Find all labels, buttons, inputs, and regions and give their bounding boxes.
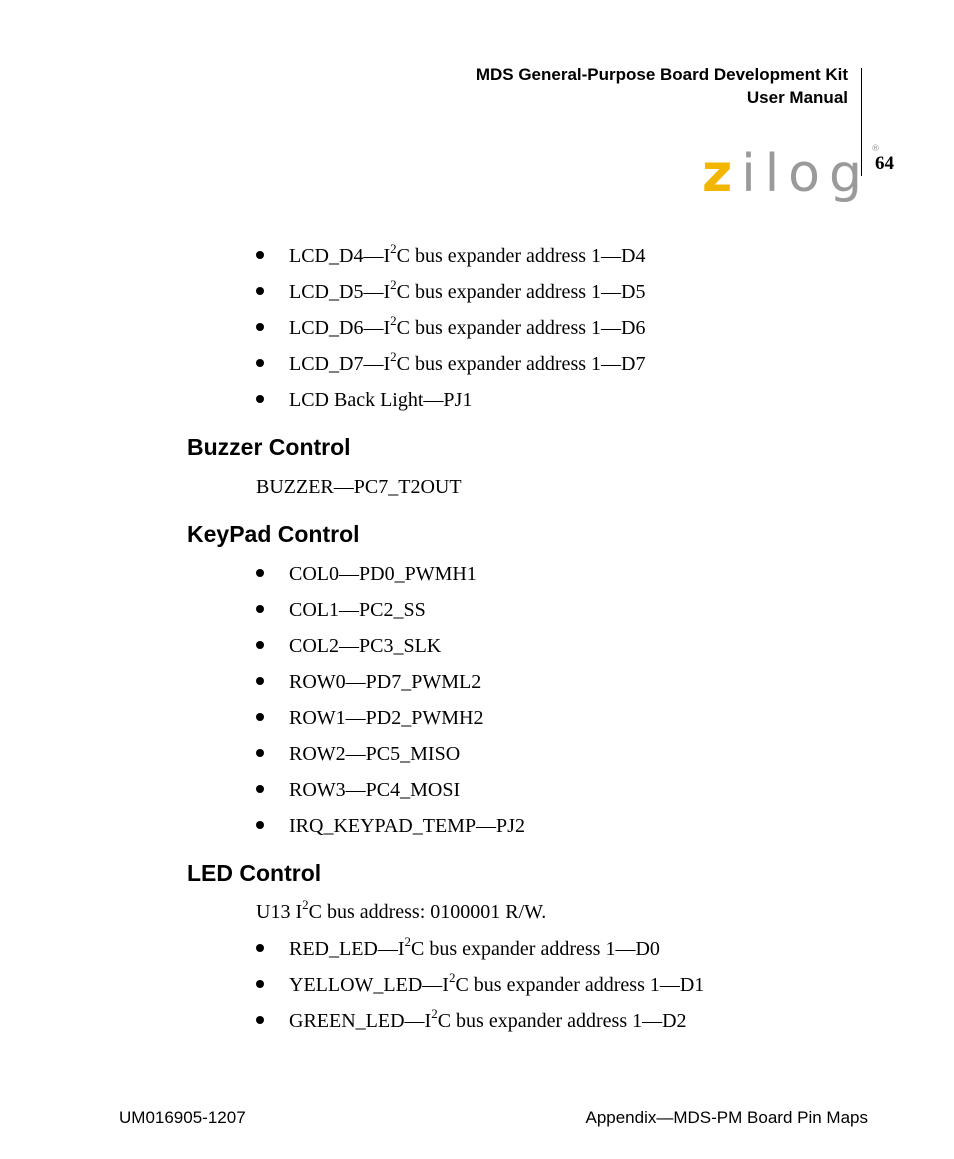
led-control-heading: LED Control xyxy=(187,860,322,886)
registered-mark: ® xyxy=(870,144,880,154)
bullet-icon xyxy=(256,821,264,829)
buzzer-pin-text: BUZZER—PC7_T2OUT xyxy=(256,476,462,498)
buzzer-control-heading: Buzzer Control xyxy=(187,434,351,460)
list-item: $GREEN\_LED—I^2C$ bus expander address 1—D2 xyxy=(256,1003,704,1039)
bullet-icon xyxy=(256,944,264,952)
bullet-icon xyxy=(256,605,264,613)
bullet-icon xyxy=(256,323,264,331)
list-item: ROW1—PD2_PWMH2 xyxy=(256,700,525,736)
bullet-icon xyxy=(256,749,264,757)
bullet-icon xyxy=(256,980,264,988)
document-number: UM016905-1207 xyxy=(119,1108,246,1127)
section-name: Appendix—MDS-PM Board Pin Maps xyxy=(585,1108,868,1127)
list-item: ROW2—PC5_MISO xyxy=(256,736,525,772)
zilog-logo-z: z xyxy=(702,144,742,204)
list-item: LCD Back Light—PJ1 xyxy=(256,382,645,418)
bullet-icon xyxy=(256,251,264,259)
list-item: ROW0—PD7_PWML2 xyxy=(256,664,525,700)
page-number: 64 xyxy=(875,153,894,174)
keypad-control-heading: KeyPad Control xyxy=(187,521,360,547)
list-item: ROW3—PC4_MOSI xyxy=(256,772,525,808)
led-pin-list xyxy=(256,931,704,1039)
list-item: $LCD\_D5—I^2C$ bus expander address 1—D5 xyxy=(256,274,645,310)
bullet-icon xyxy=(256,713,264,721)
bullet-icon xyxy=(256,287,264,295)
bullet-icon xyxy=(256,677,264,685)
list-item: $LCD\_D6—I^2C$ bus expander address 1—D6 xyxy=(256,310,645,346)
list-item: $YELLOW\_LED—I^2C$ bus expander address 1—D1 xyxy=(256,967,704,1003)
bullet-icon xyxy=(256,395,264,403)
zilog-logo-rest: ilog xyxy=(741,144,871,204)
keypad-pin-list xyxy=(256,556,525,844)
document-title xyxy=(476,63,848,109)
bullet-icon xyxy=(256,1016,264,1024)
list-item: $LCD\_D7—I^2C$ bus expander address 1—D7 xyxy=(256,346,645,382)
bullet-icon xyxy=(256,785,264,793)
zilog-logo xyxy=(702,117,880,204)
document-title-line1: MDS General-Purpose Board Development Kit xyxy=(475,65,848,84)
list-item: $RED\_LED—I^2C$ bus expander address 1—D0 xyxy=(256,931,704,967)
document-title-line2: User Manual xyxy=(746,88,848,107)
lcd-pin-list xyxy=(256,238,645,418)
list-item: IRQ_KEYPAD_TEMP—PJ2 xyxy=(256,808,525,844)
list-item: COL1—PC2_SS xyxy=(256,592,525,628)
list-item: COL0—PD0_PWMH1 xyxy=(256,556,525,592)
list-item: $LCD\_D4—I^2C$ bus expander address 1—D4 xyxy=(256,238,645,274)
list-item: COL2—PC3_SLK xyxy=(256,628,525,664)
bullet-icon xyxy=(256,569,264,577)
bullet-icon xyxy=(256,359,264,367)
led-bus-address-text: U13 $I^2C$ bus address: 0100001 R/W. xyxy=(256,897,547,923)
bullet-icon xyxy=(256,641,264,649)
